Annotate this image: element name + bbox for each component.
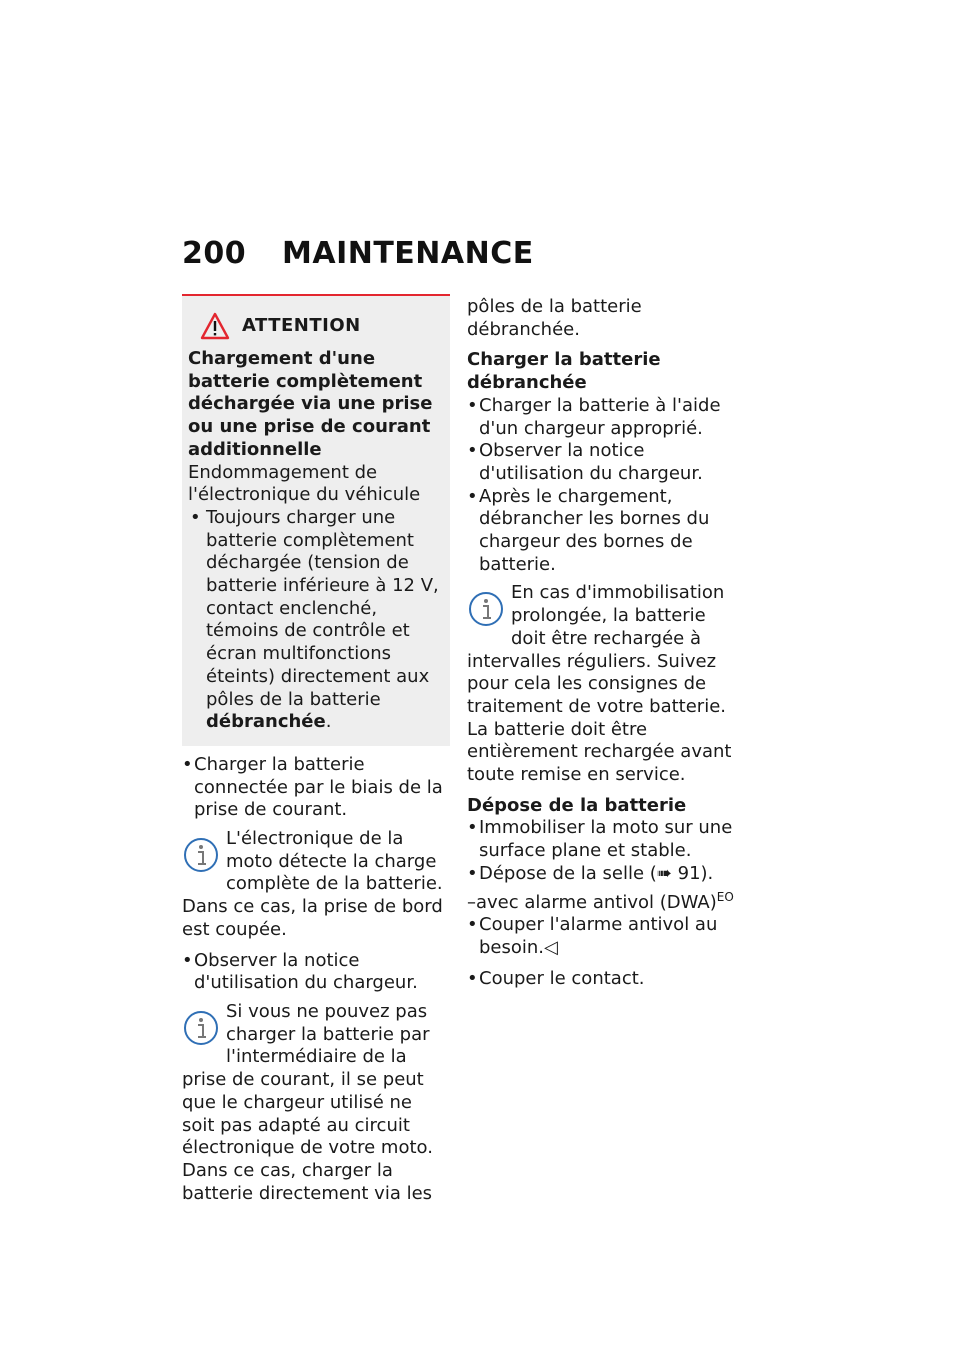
list-item: • Charger la batterie connectée par le biais de la prise de courant. — [182, 754, 450, 822]
left-list-1 — [182, 754, 450, 822]
subheading-removal: Dépose de la batterie — [467, 794, 687, 816]
info-note-1 — [182, 828, 450, 942]
info-text-1: L'électronique de la moto détecte la charge complète de la batterie. Dans ce cas, la prise de bord est coupée. — [182, 828, 443, 940]
arrow-icon: ➠ — [656, 862, 672, 884]
warning-list — [188, 507, 440, 734]
seat-removal-text: Dépose de la selle ( — [479, 862, 657, 884]
info-icon — [182, 1009, 220, 1047]
list-item: • Couper le contact. — [467, 968, 739, 991]
page-reference: 91). — [671, 862, 714, 884]
list-item — [467, 863, 739, 886]
right-column — [467, 296, 739, 990]
warning-bullet-bold: débranchée — [206, 711, 326, 733]
ignition-list — [467, 968, 739, 991]
section-title: MAINTENANCE — [282, 236, 534, 271]
end-mark-icon: ◁ — [544, 936, 558, 958]
warning-bullet — [188, 507, 440, 734]
warning-header — [188, 312, 440, 340]
info-icon — [467, 590, 505, 628]
warning-title: ATTENTION — [242, 314, 361, 336]
left-list-2 — [182, 950, 450, 995]
warning-body: Endommagement de l'électronique du véhicule — [188, 461, 421, 506]
alarm-text: Couper l'alarme antivol au besoin. — [479, 914, 718, 958]
subheading-charge: Charger la batterie débranchée — [467, 349, 661, 394]
list-item: • Observer la notice d'utilisation du chargeur. — [182, 950, 450, 995]
list-item: • Immobiliser la moto sur une surface plane et stable. — [467, 817, 739, 862]
list-item: • Après le chargement, débrancher les bornes du chargeur des bornes de batterie. — [467, 486, 739, 577]
alarm-list — [467, 914, 739, 959]
info-note-3 — [467, 582, 739, 786]
info-text-3: En cas d'immobilisation prolongée, la batterie doit être rechargée à intervalles réguliers. Suivez pour cela les consignes de traitement de votre batterie. La batterie doit être entièrement rechargée avant toute remise en service. — [467, 582, 732, 786]
info-text-2: Si vous ne pouvez pas charger la batterie par l'intermédiaire de la prise de courant, il se peut que le chargeur utilisé ne soit pas adapté au circuit électronique de votre moto. Dans ce cas, charger la batterie directement via les — [182, 1000, 433, 1204]
page-header — [182, 236, 534, 271]
page-number: 200 — [182, 236, 247, 271]
dash-condition — [467, 886, 739, 915]
continued-text: pôles de la batterie débranchée. — [467, 296, 642, 340]
dash-text: –avec alarme antivol (DWA) — [467, 891, 717, 913]
list-item: • Charger la batterie à l'aide d'un chargeur approprié. — [467, 395, 739, 440]
warning-box — [182, 294, 450, 746]
removal-list — [467, 817, 739, 885]
left-column — [182, 294, 450, 1213]
charge-list — [467, 395, 739, 577]
dash-sup: EO — [716, 889, 734, 904]
warning-bullet-text: Toujours charger une batterie complètement déchargée (tension de batterie inférieure à 12 V, contact enclenché, témoins de contrôle et écran multifonctions éteints) directement aux pôles de la batterie — [206, 506, 439, 710]
warning-heading: Chargement d'une batterie complètement déchargée via une prise ou une prise de courant additionnelle — [188, 348, 433, 460]
info-icon — [182, 836, 220, 874]
warning-triangle-icon — [200, 312, 230, 340]
list-item: • Observer la notice d'utilisation du chargeur. — [467, 440, 739, 485]
list-item — [467, 914, 739, 959]
info-note-2 — [182, 1001, 450, 1205]
warning-bullet-end: . — [325, 711, 332, 733]
